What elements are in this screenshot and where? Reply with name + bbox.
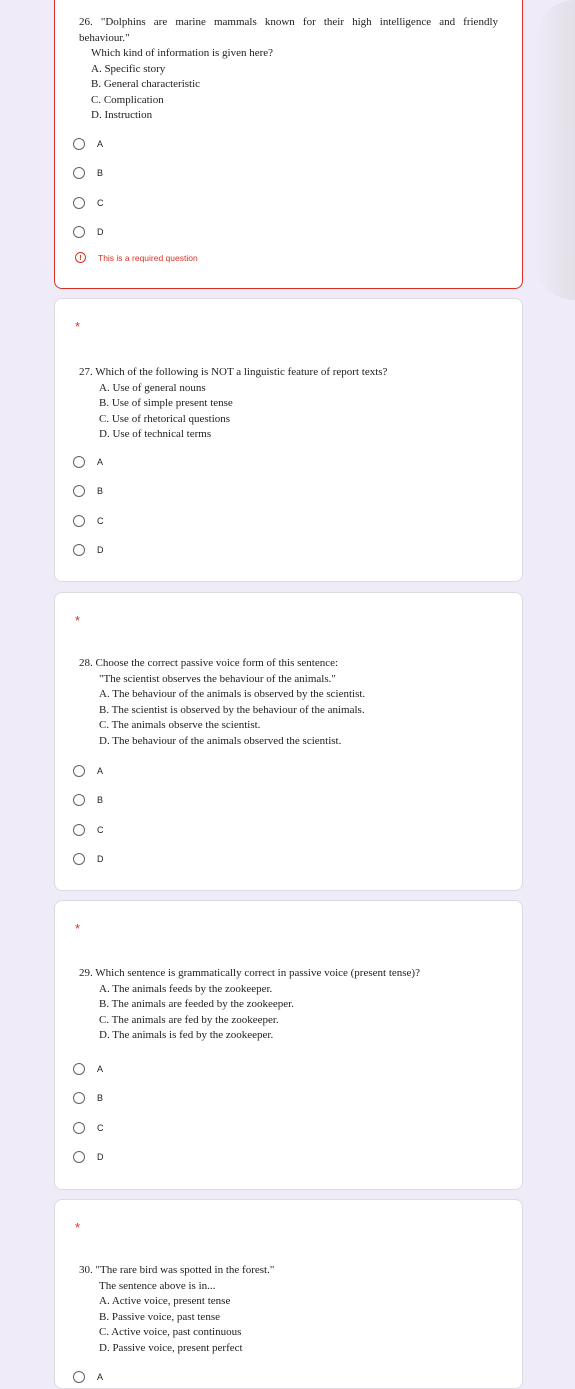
option-label: D xyxy=(97,1152,104,1163)
question-card-29 xyxy=(54,900,523,1190)
option-c[interactable] xyxy=(73,506,104,536)
radio-button[interactable] xyxy=(73,456,85,468)
required-asterisk: * xyxy=(75,1220,81,1235)
question-line: D. The behaviour of the animals observed the scientist. xyxy=(99,734,342,747)
question-line: B. Use of simple present tense xyxy=(99,397,233,409)
question-text-30 xyxy=(79,1263,498,1356)
option-a[interactable] xyxy=(73,129,104,159)
radio-button[interactable] xyxy=(73,853,85,865)
radio-button[interactable] xyxy=(73,824,85,836)
option-label: C xyxy=(97,824,104,835)
question-line: C. Complication xyxy=(91,93,164,106)
option-label: A xyxy=(97,1063,104,1074)
option-label: B xyxy=(97,168,104,179)
error-icon: ! xyxy=(75,252,86,263)
options-27 xyxy=(73,447,104,565)
option-label: B xyxy=(97,486,104,497)
question-text-27 xyxy=(79,365,498,443)
required-asterisk: * xyxy=(75,319,81,334)
option-d[interactable] xyxy=(73,536,104,566)
question-line: C. Active voice, past continuous xyxy=(99,1326,242,1338)
question-line: D. The animals is fed by the zookeeper. xyxy=(99,1029,274,1041)
question-line: 29. Which sentence is grammatically correct in passive voice (present tense)? xyxy=(79,967,420,979)
option-a[interactable] xyxy=(73,756,104,786)
option-label: C xyxy=(97,197,104,208)
question-line: B. Passive voice, past tense xyxy=(99,1310,220,1323)
radio-button[interactable] xyxy=(73,1151,85,1163)
option-a[interactable] xyxy=(73,447,104,477)
radio-button[interactable] xyxy=(73,138,85,150)
radio-button[interactable] xyxy=(73,167,85,179)
question-line: A. The behaviour of the animals is observed by the scientist. xyxy=(99,688,366,700)
radio-button[interactable] xyxy=(73,485,85,497)
question-line: C. Use of rhetorical questions xyxy=(99,412,231,425)
question-line: 30. "The rare bird was spotted in the forest." xyxy=(79,1264,275,1276)
option-a[interactable] xyxy=(73,1362,103,1389)
question-card-27 xyxy=(54,298,523,582)
option-b[interactable] xyxy=(73,786,104,816)
option-label: A xyxy=(97,1371,104,1382)
option-b[interactable] xyxy=(73,1084,104,1114)
option-label: C xyxy=(97,515,104,526)
option-d[interactable] xyxy=(73,1143,104,1173)
radio-button[interactable] xyxy=(73,515,85,527)
options-29 xyxy=(73,1054,104,1172)
required-error xyxy=(75,252,198,263)
required-asterisk: * xyxy=(75,613,81,628)
option-c[interactable] xyxy=(73,1113,104,1143)
required-message: This is a required question xyxy=(98,252,198,263)
question-line: A. The animals feeds by the zookeeper. xyxy=(99,982,273,995)
question-card-30 xyxy=(54,1199,523,1389)
background-shade xyxy=(535,0,575,300)
option-label: B xyxy=(97,795,104,806)
question-line: D. Instruction xyxy=(91,109,153,121)
radio-button[interactable] xyxy=(73,794,85,806)
radio-button[interactable] xyxy=(73,544,85,556)
question-line: C. The animals are fed by the zookeeper. xyxy=(99,1013,279,1026)
question-line: A. Use of general nouns xyxy=(99,381,206,394)
question-line: A. Specific story xyxy=(91,62,166,75)
option-label: A xyxy=(97,456,104,467)
question-line: D. Use of technical terms xyxy=(99,428,212,440)
option-d[interactable] xyxy=(73,845,104,875)
question-line: A. Active voice, present tense xyxy=(99,1295,231,1307)
question-line: B. The animals are feeded by the zookeeper. xyxy=(99,998,294,1010)
question-line: 27. Which of the following is NOT a linguistic feature of report texts? xyxy=(79,366,388,378)
option-c[interactable] xyxy=(73,188,104,218)
question-line: Which kind of information is given here? xyxy=(91,47,274,59)
question-line: D. Passive voice, present perfect xyxy=(99,1341,243,1354)
option-label: D xyxy=(97,545,104,556)
option-a[interactable] xyxy=(73,1054,104,1084)
question-line: C. The animals observe the scientist. xyxy=(99,719,261,731)
question-line: behaviour." xyxy=(79,31,130,44)
question-text-28 xyxy=(79,656,498,749)
question-card-28 xyxy=(54,592,523,891)
option-label: A xyxy=(97,138,104,149)
option-label: A xyxy=(97,765,104,776)
option-label: D xyxy=(97,854,104,865)
radio-button[interactable] xyxy=(73,1063,85,1075)
option-b[interactable] xyxy=(73,159,104,189)
option-d[interactable] xyxy=(73,218,104,248)
question-text-29 xyxy=(79,966,498,1044)
option-label: C xyxy=(97,1122,104,1133)
option-label: B xyxy=(97,1093,104,1104)
options-28 xyxy=(73,756,104,874)
question-card-26 xyxy=(54,0,523,289)
question-text-26 xyxy=(79,15,498,124)
question-line: 26. "Dolphins are marine mammals known for their high intelligence and friendly xyxy=(79,16,498,28)
radio-button[interactable] xyxy=(73,765,85,777)
option-b[interactable] xyxy=(73,477,104,507)
option-c[interactable] xyxy=(73,815,104,845)
radio-button[interactable] xyxy=(73,1371,85,1383)
required-asterisk: * xyxy=(75,921,81,936)
question-line: "The scientist observes the behaviour of the animals." xyxy=(99,672,336,685)
radio-button[interactable] xyxy=(73,226,85,238)
option-label: D xyxy=(97,227,104,238)
radio-button[interactable] xyxy=(73,1092,85,1104)
radio-button[interactable] xyxy=(73,197,85,209)
question-line: The sentence above is in... xyxy=(99,1279,216,1292)
options-30 xyxy=(73,1362,103,1389)
radio-button[interactable] xyxy=(73,1122,85,1134)
options-26 xyxy=(73,129,104,247)
question-line: 28. Choose the correct passive voice form of this sentence: xyxy=(79,657,339,669)
question-line: B. The scientist is observed by the behaviour of the animals. xyxy=(99,703,365,716)
question-line: B. General characteristic xyxy=(91,78,201,90)
